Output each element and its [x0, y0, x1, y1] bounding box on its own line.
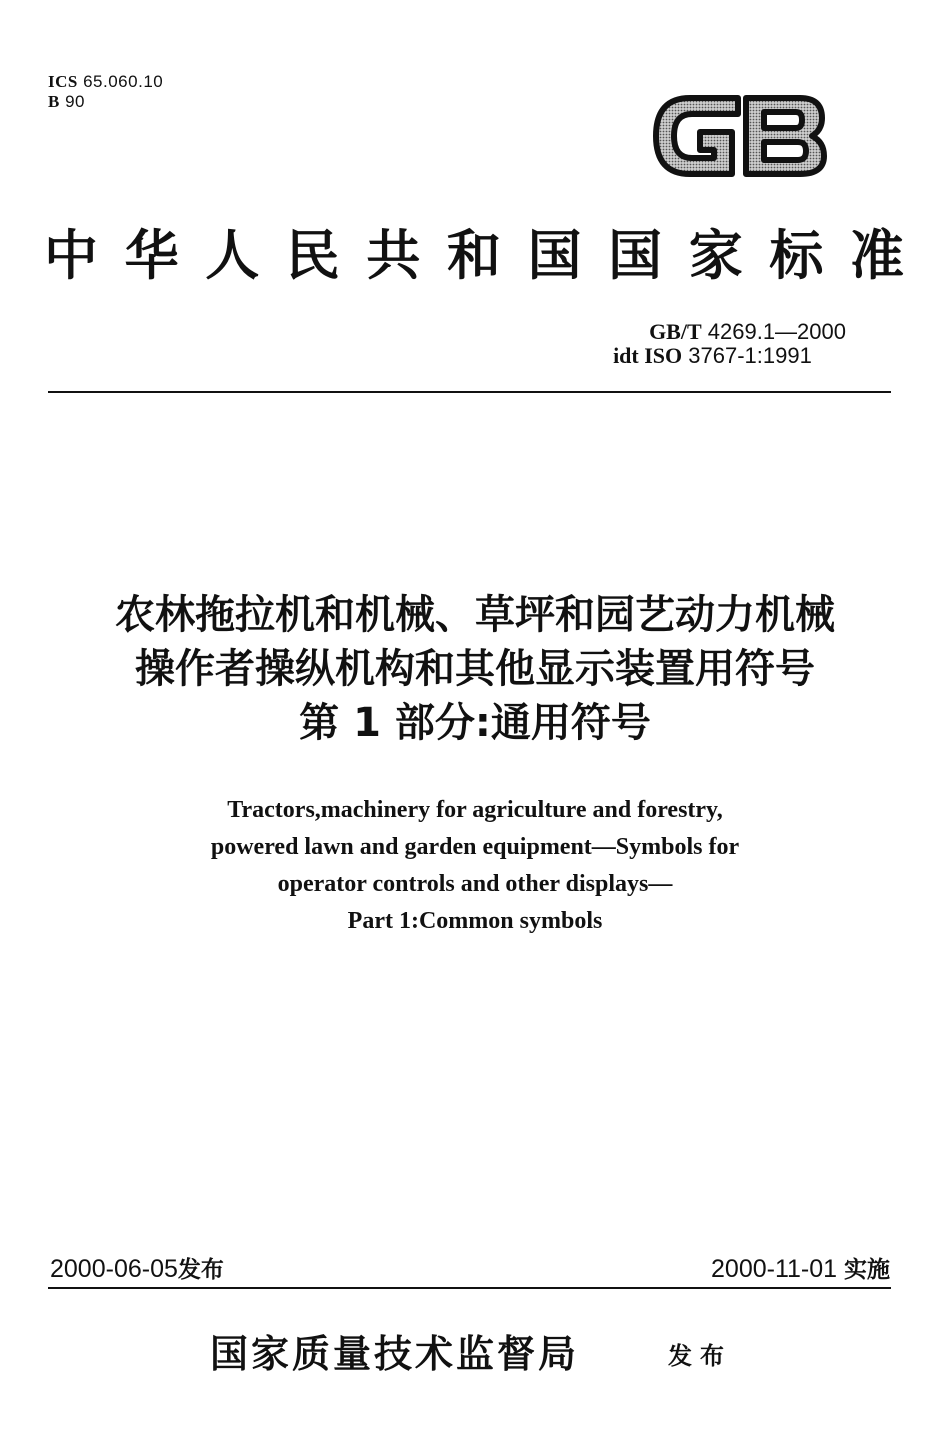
top-divider — [48, 391, 891, 393]
bottom-divider — [48, 1287, 891, 1289]
banner-char: 家 — [688, 223, 743, 287]
gb-logo — [650, 88, 830, 184]
ccs-line — [48, 92, 163, 112]
english-title — [60, 792, 890, 940]
english-title-line-2: powered lawn and garden equipment—Symbols for — [210, 834, 740, 860]
issuing-authority: 国家质量技术监督局 — [210, 1331, 580, 1376]
issue-date: 2000-06-05 — [50, 1255, 178, 1283]
ics-code: 65.060.10 — [83, 72, 164, 91]
issue-label: 发布 — [177, 1257, 224, 1283]
banner-char: 国 — [527, 223, 582, 287]
idt-number-line — [613, 344, 846, 368]
idt-prefix: idt ISO — [613, 343, 683, 368]
standard-numbers — [613, 319, 846, 368]
banner-char: 国 — [608, 223, 663, 287]
gb-logo-b-shape — [746, 98, 824, 174]
chinese-title-line-2: 操作者操纵机构和其他显示装置用符号 — [135, 646, 815, 692]
ccs-label: B — [48, 92, 60, 111]
chinese-title-line-3: 第 1 部分:通用符号 — [299, 700, 651, 746]
gb-logo-g-shape — [656, 98, 738, 174]
banner-char: 和 — [446, 223, 501, 287]
national-standard-banner — [44, 222, 904, 288]
standard-number: 4269.1—2000 — [707, 319, 846, 344]
banner-char: 中 — [44, 223, 98, 287]
ccs-code: 90 — [65, 92, 85, 111]
banner-char: 共 — [366, 223, 421, 287]
issuing-authority-suffix: 发布 — [668, 1342, 732, 1370]
banner-char: 准 — [849, 223, 904, 287]
idt-number: 3767-1:1991 — [688, 343, 812, 368]
chinese-title — [30, 588, 920, 750]
banner-char: 人 — [205, 223, 260, 287]
english-title-line-3: operator controls and other displays— — [277, 871, 673, 897]
ics-line — [48, 72, 163, 92]
standard-number-prefix: GB/T — [649, 319, 702, 344]
effective-label: 实施 — [844, 1257, 890, 1283]
ics-label: ICS — [48, 72, 78, 91]
standard-number-line — [649, 320, 846, 344]
banner-char: 民 — [285, 223, 340, 287]
english-title-line-4: Part 1:Common symbols — [347, 908, 603, 934]
issue-date-block — [50, 1254, 224, 1285]
english-title-line-1: Tractors,machinery for agriculture and forestry, — [227, 797, 723, 823]
banner-char: 华 — [124, 223, 179, 287]
classification-codes — [48, 72, 163, 112]
effective-date-block — [711, 1254, 890, 1285]
chinese-title-line-1: 农林拖拉机和机械、草坪和园艺动力机械 — [115, 592, 835, 638]
banner-char: 标 — [769, 223, 824, 287]
effective-date: 2000-11-01 — [711, 1255, 838, 1283]
